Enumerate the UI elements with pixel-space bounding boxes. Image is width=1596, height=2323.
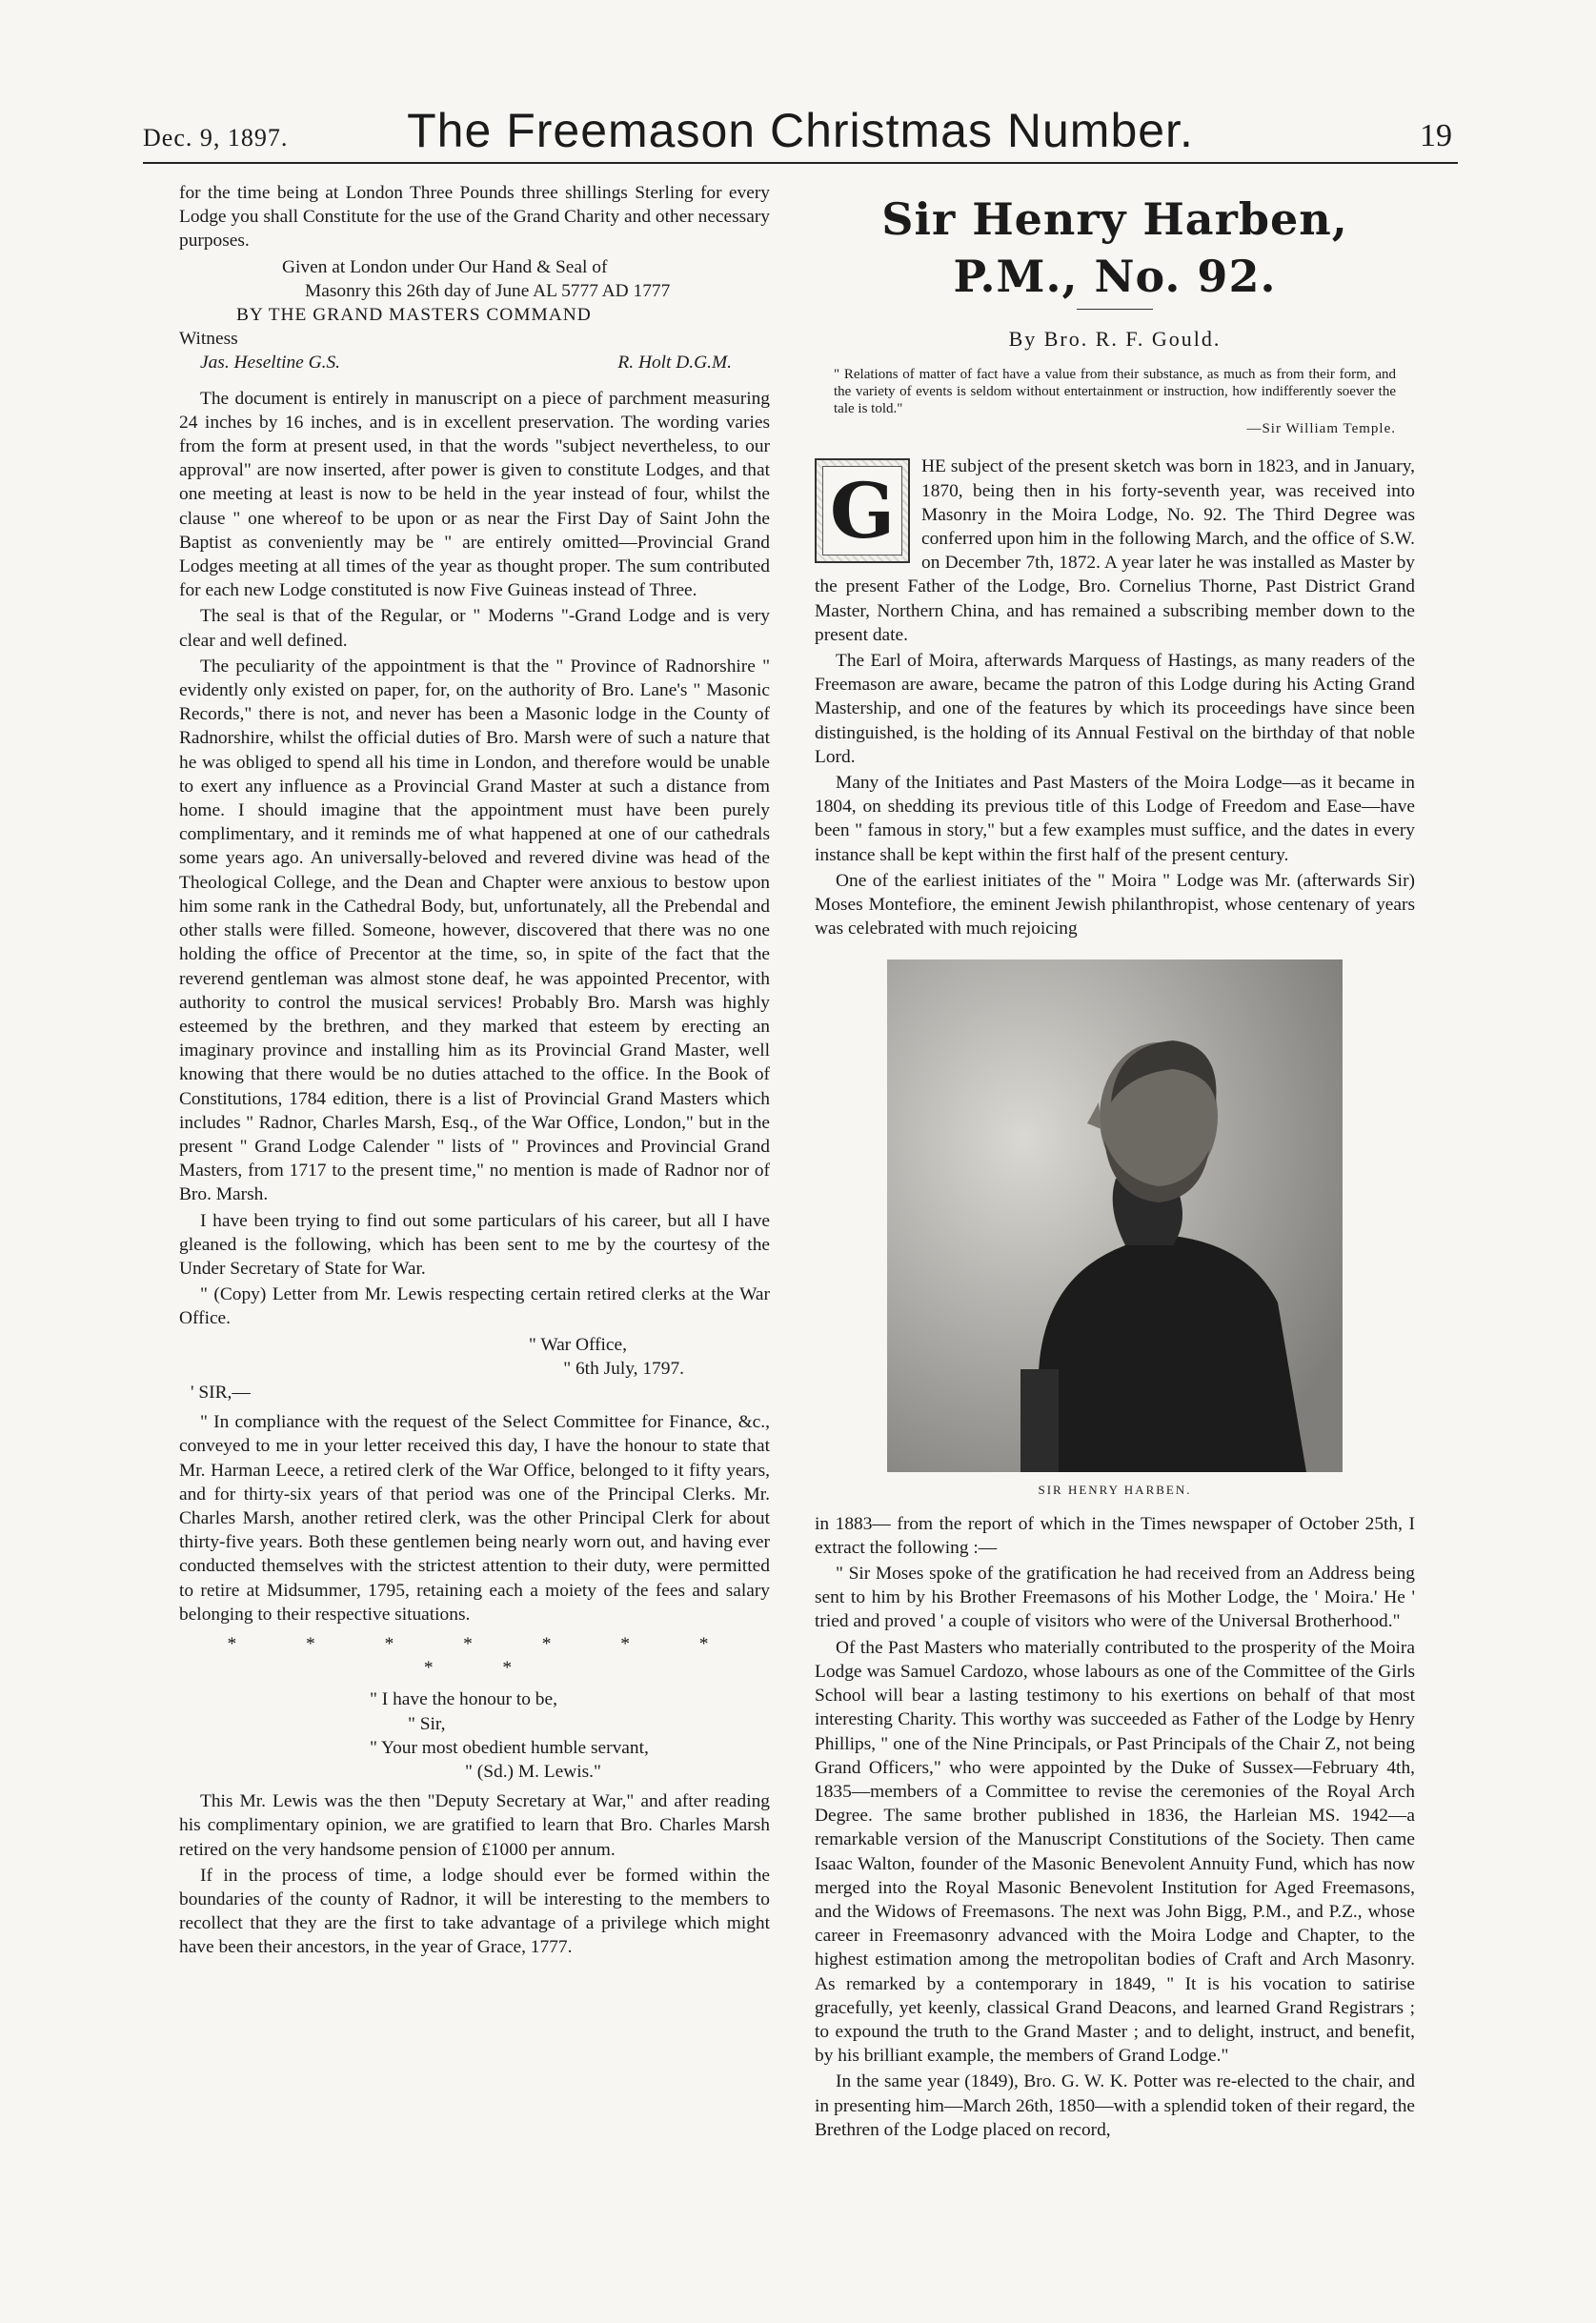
paragraph: HE subject of the present sketch was born in 1823, and in January, 1870, being then in his forty-seventh year, was received into Masonry in the Moira Lodge, No. 92. The Third Degree was conferred upon him in the following March, and the office of S.W. on December 7th, 1872. A year later he was installed as Master by the present Father of the Lodge, Bro. Cornelius Thorne, Past District Grand Master, Northern China, and has remained a subscribing member down to the present date. <box>815 456 1415 645</box>
paragraph: I have been trying to find out some particulars of his career, but all I have gleaned is the following, which has been sent to me by the courtesy of the Under Secretary of State for War. <box>179 1210 770 1279</box>
paragraph: If in the process of time, a lodge should ever be formed within the boundaries of the county of Radnor, it will be interesting to the members to recollect that they are the first to take advantage of a privilege which might have been their ancestors, in the year of Grace, 1777. <box>179 1865 770 1958</box>
paragraph: The document is entirely in manuscript on a piece of parchment measuring 24 inches by 16 inches, and is in excellent preservation. The wording varies from the form at present used, in that the words "subject nevertheless, to our approval" are now inserted, after power is given to constitute Lodges, and that one meeting at least is now to be held in the year instead of four, whilst the clause " one whereof to be upon or as near the First Day of Saint John the Baptist as conveniently may be " are entirely omitted—Provincial Grand Lodges meeting at all times of the year as thought proper. The sum contributed for each new Lodge constituted is now Five Guineas instead of Three. <box>179 388 770 601</box>
witness-signature-right: R. Holt D.G.M. <box>617 353 732 374</box>
portrait-figure <box>815 960 1415 1502</box>
paragraph: One of the earliest initiates of the " Moira " Lodge was Mr. (afterwards Sir) Moses Montefiore, the eminent Jewish philanthropist, whose centenary of years was celebrated with much rejoicing <box>815 870 1415 939</box>
portrait-caption: SIR HENRY HARBEN. <box>1038 1483 1192 1498</box>
dropcap-letter: G <box>822 466 902 556</box>
letter-salutation: ' SIR,— <box>191 1382 251 1403</box>
epigraph: " Relations of matter of fact have a value from their substance, as much as from their form, and the variety of events is seldom without entertainment or instruction, how indifferently soever the tale is told." <box>834 367 1396 417</box>
byline: By Bro. R. F. Gould. <box>1008 327 1222 351</box>
paragraph: The seal is that of the Regular, or " Moderns "-Grand Lodge and is very clear and well defined. <box>179 606 770 651</box>
witness-signature-left: Jas. Heseltine G.S. <box>200 353 341 374</box>
witness-label: Witness <box>179 329 238 350</box>
ornamental-initial-icon <box>815 458 910 563</box>
letter-closing: " Sir, <box>408 1713 446 1734</box>
opening-paragraph <box>815 454 1415 647</box>
paragraph: In the same year (1849), Bro. G. W. K. Potter was re-elected to the chair, and in presenting him—March 26th, 1850—with a splendid token of their regard, the Brethren of the Lodge placed on record, <box>815 2071 1415 2140</box>
right-column <box>815 181 1415 2144</box>
witness-signatures <box>179 351 770 374</box>
warrant-given-line: Given at London under Our Hand & Seal of <box>282 256 608 277</box>
paragraph: This Mr. Lewis was the then "Deputy Secretary at War," and after reading his complimentary opinion, we are gratified to learn that Bro. Charles Marsh retired on the very handsome pension of £1000 per annum. <box>179 1791 770 1860</box>
title-rule <box>1077 309 1153 310</box>
header-date: Dec. 9, 1897. <box>143 124 289 152</box>
epigraph-author: —Sir William Temple. <box>1246 421 1396 437</box>
warrant-command: BY THE GRAND MASTERS COMMAND <box>236 305 592 326</box>
paragraph: " In compliance with the request of the Select Committee for Finance, &c., conveyed to me in your letter received this day, I have the honour to state that Mr. Harman Leece, a retired clerk of the War Office, belonged to it fifty years, and for thirty-six years of that period was one of the Principal Clerks. Mr. Charles Marsh, another retired clerk, was the other Principal Clerk for about thirty-five years. Both these gentlemen being nearly worn out, and having ever conducted themselves with the strictest attention to their duty, were permitted to retire at Midsummer, 1795, retaining each a moiety of the fees and salary belonging to their respective situations. <box>179 1412 770 1625</box>
header-title: The Freemason Christmas Number. <box>407 104 1194 157</box>
page-header <box>143 103 1458 164</box>
paragraph: The peculiarity of the appointment is that the " Province of Radnorshire " evidently only existed on paper, for, on the authority of Bro. Lane's " Masonic Records," there is not, and never has been a Masonic lodge in the County of Radnorshire, whilst the official duties of Bro. Marsh were of such a nature that he was obliged to spend all his time in London, and therefore would be unable to exert any influence as a Provincial Grand Master at such a distance from home. I should imagine that the appointment must have been purely complimentary, and it reminds me of what happened at one of our cathedrals some years ago. An universally-beloved and revered divine was head of the Theological College, and the Dean and Chapter were anxious to bestow upon him some rank in the Cathedral Body, but, unfortunately, all the Prebendal and other stalls were filled. Someone, however, discovered that there was no one holding the office of Precentor at the time, so, in spite of the fact that the reverend gentleman was almost stone deaf, he was appointed Precentor, with authority to control the musical services! Probably Bro. Marsh was highly esteemed by the brethren, and they marked that esteem by erecting an imaginary province and installing him as its Provincial Grand Master, well knowing that there would be no duties attached to the office. In the Book of Constitutions, 1784 edition, there is a list of Provincial Grand Masters which includes " Radnor, Charles Marsh, Esq., of the War Office, London," but in the present " Grand Lodge Calender " lists of " Provinces and Provincial Grand Masters, from 1717 to the present time," no mention is made of Radnor nor of Bro. Marsh. <box>179 656 770 1205</box>
portrait-silhouette-icon <box>887 960 1343 1472</box>
paragraph: " (Copy) Letter from Mr. Lewis respecting certain retired clerks at the War Office. <box>179 1284 770 1329</box>
paragraph: The Earl of Moira, afterwards Marquess of Hastings, as many readers of the Freemason are aware, became the patron of this Lodge during his Acting Grand Mastership, and one of the features by which its proceedings have since been distinguished, is the holding of its Annual Festival on the birthday of that noble Lord. <box>815 651 1415 767</box>
letter-closing: " I have the honour to be, <box>370 1689 557 1710</box>
paragraph: in 1883— from the report of which in the Times newspaper of October 25th, I extract the following :— <box>815 1513 1415 1558</box>
page-number: 19 <box>1420 118 1452 153</box>
letter-signature: " (Sd.) M. Lewis." <box>465 1762 601 1782</box>
paragraph: for the time being at London Three Pounds three shillings Sterling for every Lodge you shall Constitute for the use of the Grand Charity and other necessary purposes. <box>179 183 770 252</box>
portrait-image <box>887 960 1343 1472</box>
letter-address: " War Office, <box>528 1334 627 1355</box>
ellipsis-stars: * * * * * * * * * <box>227 1633 741 1679</box>
left-column <box>179 181 770 1962</box>
letter-closing: " Your most obedient humble servant, <box>370 1737 649 1758</box>
warrant-date-line: Masonry this 26th day of June AL 5777 AD 1777 <box>305 280 671 301</box>
paragraph: " Sir Moses spoke of the gratification he had received from an Address being sent to him by his Brother Freemasons of his Mother Lodge, the ' Moira.' He ' tried and proved ' a couple of visitors who were of the Universal Brotherhood." <box>815 1564 1415 1632</box>
letter-date: " 6th July, 1797. <box>563 1358 684 1379</box>
article-title: Sir Henry Harben, P.M., No. 92. <box>881 193 1348 302</box>
paragraph: Many of the Initiates and Past Masters of the Moira Lodge—as it became in 1804, on shedding its previous title of this Lodge of Freedom and Ease—have been " famous in story," but a few examples must suffice, and the dates in every instance shall be kept within the first half of the present century. <box>815 773 1415 865</box>
paragraph: Of the Past Masters who materially contributed to the prosperity of the Moira Lodge was Samuel Cardozo, whose labours as one of the Committee of the Girls School will bear a lasting testimony to his exertions on behalf of that most interesting Charity. This worthy was succeeded as Father of the Lodge by Henry Phillips, " one of the Nine Principals, or Past Principals of the Chair Z, not being Grand Officers," who were appointed by the Duke of Sussex—February 4th, 1835—members of a Committee to revise the ceremonies of the Royal Arch Degree. The same brother published in 1836, the Harleian MS. 1942—a remarkable version of the Manuscript Constitutions of the Society. Then came Isaac Walton, founder of the Masonic Benevolent Annuity Fund, which has now merged into the Royal Masonic Benevolent Institution for Aged Freemasons, and the Widows of Freemasons. The next was John Bigg, P.M., and P.Z., whose career in Freemasonry advanced with the Moira Lodge and Chapter, to the highest estimation among the metropolitan bodies of Craft and Arch Masonry. As remarked by a contemporary in 1849, " It is his vocation to satirise gracefully, yet keenly, classical Grand Deacons, and learned Grand Registrars ; to expound the truth to the Grand Master ; and to delight, instruct, and benefit, by his brilliant example, the members of Grand Lodge." <box>815 1637 1415 2067</box>
